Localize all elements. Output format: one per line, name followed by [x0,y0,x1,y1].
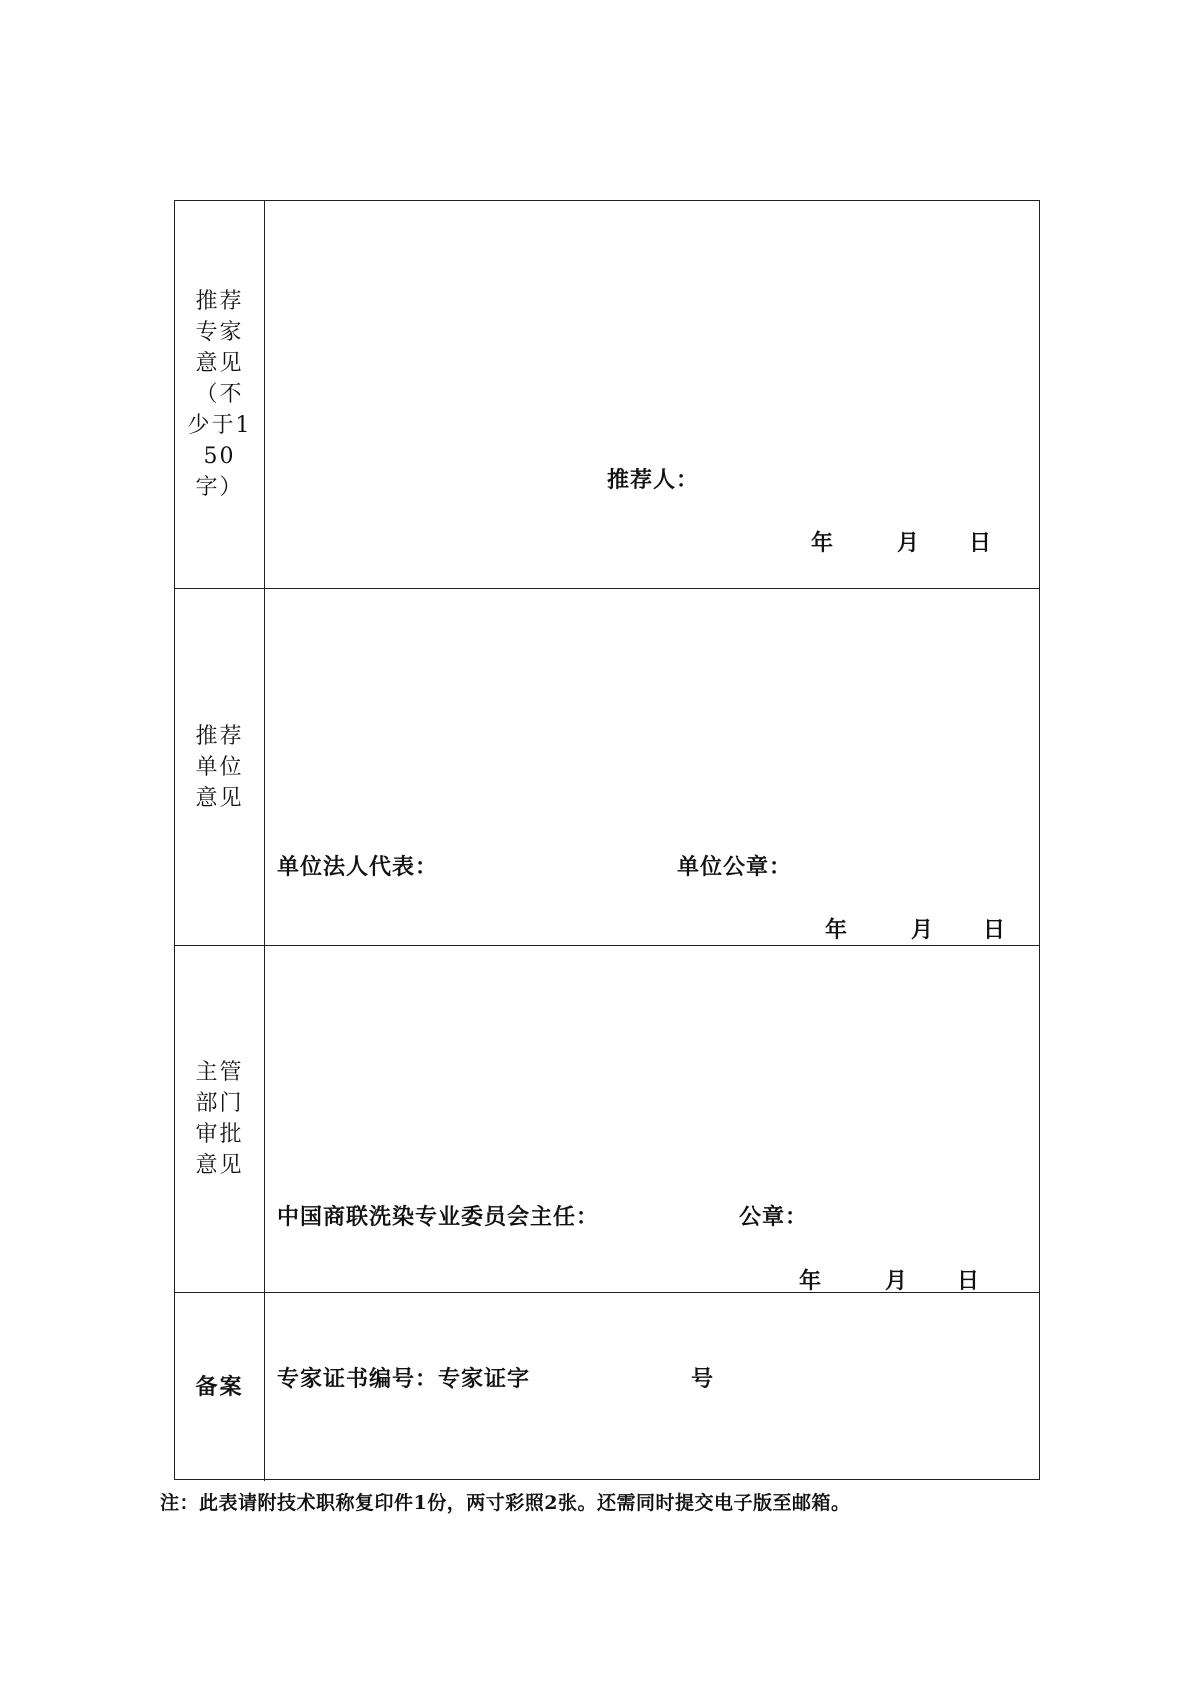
application-form-table [174,200,1040,1480]
expert-day-label: 日 [969,530,993,556]
authority-approval-row [175,945,1039,1292]
expert-opinion-row [175,201,1039,588]
authority-day-label: 日 [957,1268,981,1294]
authority-month-label: 月 [885,1268,909,1294]
expert-opinion-label: 推荐专家意见（不少于150字） [187,289,252,500]
authority-approval-field[interactable] [265,946,1039,1292]
expert-year-label: 年 [811,530,835,556]
expert-opinion-field[interactable] [265,201,1039,588]
authority-approval-label: 主管部门审批意见 [195,1060,244,1178]
recommender-label: 推荐人： [607,467,700,493]
unit-day-label: 日 [983,917,1007,943]
authority-approval-label-cell [175,946,265,1292]
unit-opinion-row [175,588,1039,945]
authority-year-label: 年 [799,1268,823,1294]
unit-year-label: 年 [825,917,849,943]
authority-seal-label: 公章： [739,1204,809,1230]
certificate-number-label: 专家证书编号：专家证字 [277,1366,531,1392]
record-label-cell [175,1293,265,1481]
unit-seal-label: 单位公章： [677,854,793,880]
unit-opinion-label-cell [175,589,265,945]
unit-opinion-label: 推荐单位意见 [195,723,244,811]
record-row [175,1292,1039,1481]
legal-representative-label: 单位法人代表： [277,854,439,880]
unit-month-label: 月 [911,917,935,943]
expert-month-label: 月 [897,530,921,556]
expert-opinion-label-cell [175,201,265,588]
unit-opinion-field[interactable] [265,589,1039,945]
certificate-hao-label: 号 [691,1366,715,1392]
record-label: 备案 [195,1373,244,1400]
director-label: 中国商联洗染专业委员会主任： [277,1204,600,1230]
record-field[interactable] [265,1293,1039,1481]
footnote: 注：此表请附技术职称复印件1份，两寸彩照2张。还需同时提交电子版至邮箱。 [160,1492,851,1514]
